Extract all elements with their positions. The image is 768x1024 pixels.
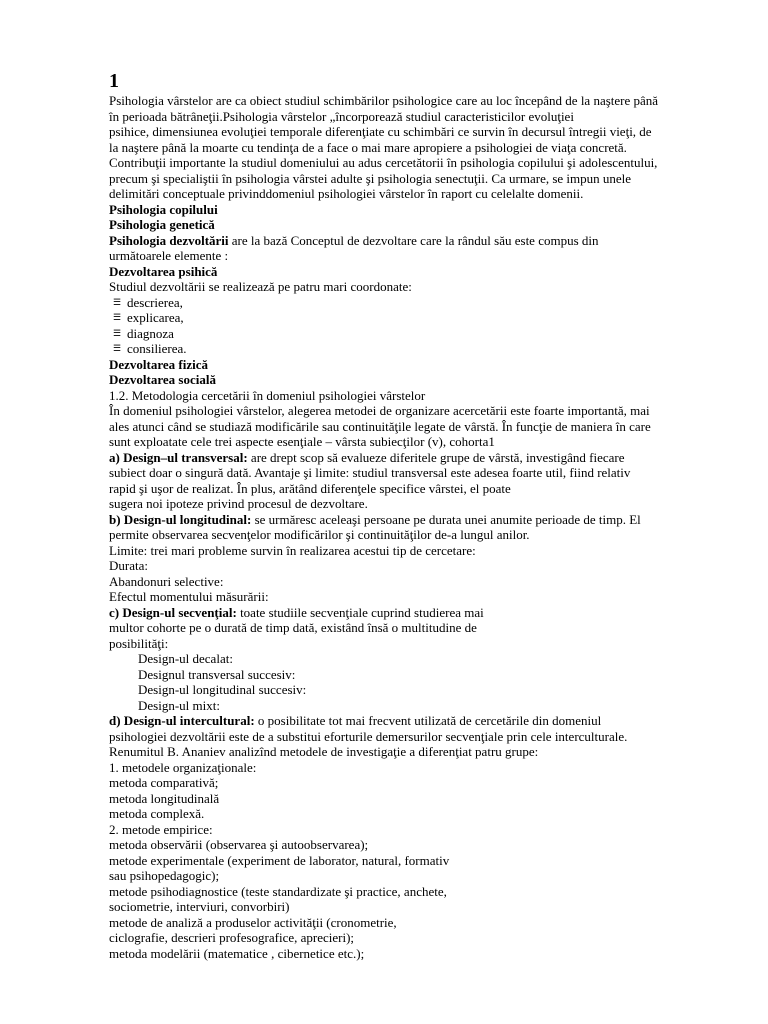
text-line: În domeniul psihologiei vârstelor, alegerea metodei de organizare acercetării este foarte importantă, mai	[109, 403, 650, 418]
section-number: 1	[109, 70, 119, 92]
text-line: metoda observării (observarea şi autoobservarea);	[109, 837, 369, 852]
text-line: ciclografie, descrieri profesografice, aprecieri);	[109, 930, 355, 945]
text-line: metode de analiză a produselor activităţii (cronometrie,	[109, 914, 397, 930]
text-line: sau psihopedagogic);	[109, 868, 220, 883]
text-line: metode psihodiagnostice (teste standardizate şi practice, anchete,	[109, 883, 447, 899]
text-line: Durata:	[109, 558, 148, 573]
list-item: ☰ diagnoza	[113, 325, 174, 341]
term-psihologia-dezvoltarii: Psihologia dezvoltării	[109, 232, 229, 248]
list-item: ☰ consilierea.	[113, 341, 187, 356]
text-line: metoda comparativă;	[109, 775, 219, 790]
text-line: în perioada bătrâneţii.Psihologia vârstelor „încorporează studiul caracteristicilor evoluţiei	[109, 108, 574, 124]
text-line: metoda complexă.	[109, 806, 205, 821]
text-line: precum şi specialiştii în psihologia vârstei adulte şi psihologia senectuţii. Ca urmare, se impun unele	[109, 170, 632, 186]
text-line: 1. metodele organizaţionale:	[109, 759, 257, 775]
heading-dezvoltarea-fizica: Dezvoltarea fizică	[109, 356, 209, 372]
text-line: rapid şi uşor de realizat. În plus, arătând diferenţele specifice vârstei, el poate	[109, 480, 511, 496]
text-line: psihice, dimensiunea evoluţiei temporale diferenţiate cu schimbări ce survin în decursul întregii vieţi, de	[109, 124, 652, 139]
text-line: metoda modelării (matematice , cibernetice etc.);	[109, 945, 365, 961]
text-line: multor cohorte pe o durată de timp dată, existând însă o multitudine de	[109, 620, 477, 635]
text-line: metoda longitudinală	[109, 790, 220, 806]
text-line: 2. metode empirice:	[109, 821, 213, 837]
text-line: Abandonuri selective:	[109, 573, 224, 589]
text-line: Efectul momentului măsurării:	[109, 589, 269, 604]
heading-psihologia-copilului: Psihologia copilului	[109, 201, 218, 217]
text-line: b) Design-ul longitudinal: se urmăresc aceleaşi persoane pe durata unei anumite perioade de timp. El	[109, 511, 641, 527]
heading-psihologia-genetica: Psihologia genetică	[109, 217, 215, 232]
text-line: sugera noi ipoteze privind procesul de dezvoltare.	[109, 496, 368, 511]
text-line: următoarele elemente :	[109, 248, 229, 263]
list-item: Design-ul decalat:	[138, 651, 233, 666]
list-item: ☰ descrierea,	[113, 294, 183, 310]
text-line	[109, 233, 709, 249]
text-line: permite observarea secvenţelor modificărilor şi continuităţilor de-a lungul anilor.	[109, 527, 530, 542]
text-line: metode experimentale (experiment de laborator, natural, formativ	[109, 852, 450, 868]
list-item: ☰ explicarea,	[113, 310, 184, 325]
text-line: subiect doar o singură dată. Avantaje şi limite: studiul transversal este adesea foarte util, fiind relativ	[109, 465, 631, 480]
text-line: d) Design-ul intercultural: o posibilitate tot mai frecvent utilizată de cercetările din domeniul	[109, 713, 602, 728]
list-item: Designul transversal succesiv:	[138, 666, 296, 682]
text-line: Studiul dezvoltării se realizează pe patru mari coordonate:	[109, 279, 412, 294]
text-line: delimitări conceptuale privinddomeniul psihologiei vârstelor în raport cu celelalte domenii.	[109, 186, 584, 201]
text-line: Contribuţii importante la studiul domeniului au adus cercetătorii în psihologia copilului şi adolescentului,	[109, 155, 658, 170]
heading-dezvoltarea-sociala: Dezvoltarea socială	[109, 372, 216, 387]
text-line: Psihologia vârstelor are ca obiect studiul schimbărilor psihologice care au loc începând de la naştere până	[109, 93, 659, 108]
text-line: c) Design-ul secvenţial: toate studiile secvenţiale cuprind studierea mai	[109, 604, 484, 620]
text-line: Limite: trei mari probleme survin în realizarea acestui tip de cercetare:	[109, 542, 476, 558]
list-item: Design-ul mixt:	[138, 697, 220, 713]
text-line: psihologiei dezvoltării este de a substitui eforturile demersurilor secvenţiale prin cele interculturale.	[109, 728, 628, 744]
text-line: sunt exploatate cele trei aspecte esenţiale – vârsta subiecţilor (v), cohorta1	[109, 434, 495, 449]
term-definition: are la bază Conceptul de dezvoltare care la rândul său este compus din	[228, 232, 599, 248]
term-design-longitudinal: b) Design-ul longitudinal:	[109, 511, 252, 527]
list-bullet-icon: ☰	[113, 296, 122, 307]
text-line: posibilităţi:	[109, 635, 169, 651]
heading-dezvoltarea-psihica: Dezvoltarea psihică	[109, 263, 218, 279]
list-bullet-icon: ☰	[113, 312, 122, 322]
document-body	[109, 70, 709, 961]
list-bullet-icon: ☰	[113, 327, 122, 338]
section-title-metodologia: 1.2. Metodologia cercetării în domeniul psihologiei vârstelor	[109, 387, 426, 403]
text-line: sociometrie, interviuri, convorbiri)	[109, 899, 290, 914]
term-design-transversal: a) Design–ul transversal:	[109, 449, 248, 465]
text-line: a) Design–ul transversal: are drept scop să evalueze diferitele grupe de vârstă, investigând fiecare	[109, 449, 625, 465]
list-item: Design-ul longitudinal succesiv:	[138, 682, 307, 697]
text-line: ales atunci când se studiază modificările sau continuităţile legate de vârstă. În funcţie de maniera în care	[109, 418, 651, 434]
list-bullet-icon: ☰	[113, 343, 122, 353]
term-design-secvential: c) Design-ul secvenţial:	[109, 604, 237, 620]
text-line: Renumitul B. Ananiev analizînd metodele de investigaţie a diferenţiat patru grupe:	[109, 744, 539, 759]
text-line: la naştere până la moarte cu tendinţa de a face o mai mare apropiere a psihologiei de viaţa concretă.	[109, 139, 627, 155]
term-design-intercultural: d) Design-ul intercultural:	[109, 713, 255, 728]
